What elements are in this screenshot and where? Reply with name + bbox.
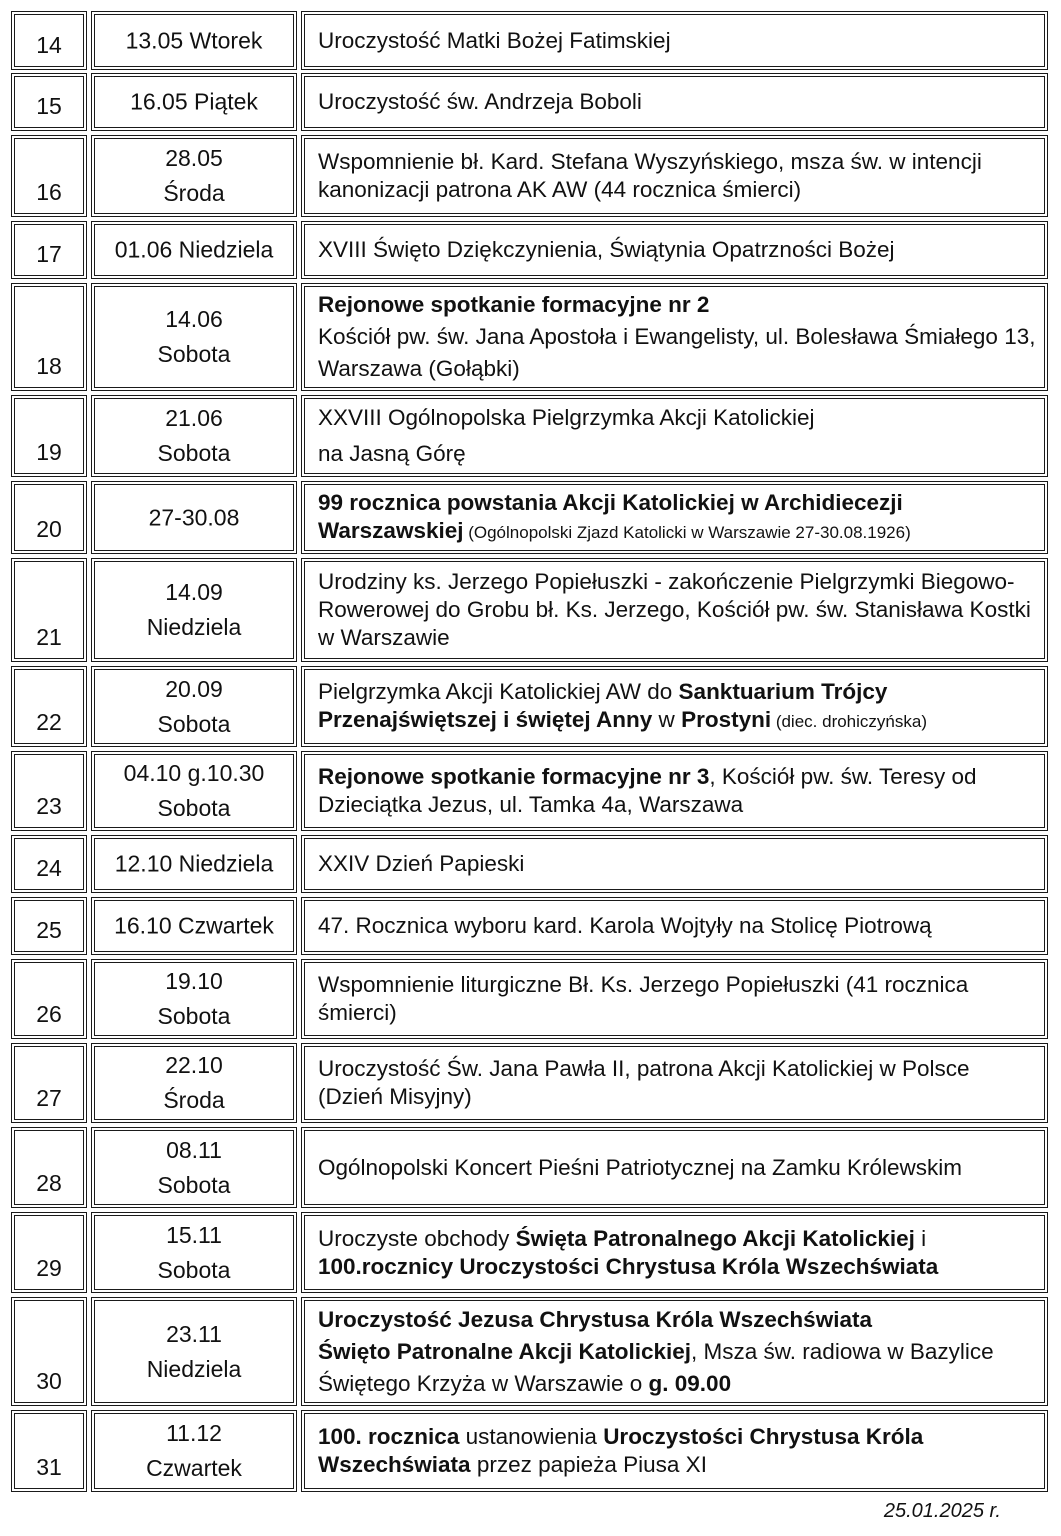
event-description [318, 489, 1039, 547]
row-number: 27 [36, 1085, 62, 1111]
table-row [0, 897, 1061, 955]
description-paragraph [318, 88, 1039, 116]
row-number: 16 [36, 179, 62, 205]
date-line: 11.12 [166, 1420, 222, 1446]
table-row [0, 1212, 1061, 1293]
event-date [92, 23, 296, 58]
description-text: na Jasną Górę [318, 441, 466, 466]
weekday-line: Czwartek [146, 1455, 242, 1481]
date-line: 21.06 [165, 405, 223, 431]
table-row [0, 666, 1061, 747]
date-line: 16.10 Czwartek [114, 912, 274, 939]
table-row [0, 1410, 1061, 1492]
event-date [92, 964, 296, 1034]
description-paragraph [318, 289, 1039, 321]
number-cell [11, 959, 87, 1039]
number-cell [11, 481, 87, 554]
row-number: 29 [36, 1255, 62, 1281]
number-cell [11, 835, 87, 893]
event-date [92, 672, 296, 742]
date-line: 22.10 [165, 1052, 223, 1078]
bold-text: Rejonowe spotkanie formacyjne nr 3 [318, 764, 710, 789]
description-paragraph [318, 27, 1039, 55]
date-cell [91, 11, 297, 70]
description-text: XXVIII Ogólnopolska Pielgrzymka Akcji Katolickiej [318, 405, 815, 430]
row-number: 17 [36, 241, 62, 267]
event-date [92, 500, 296, 535]
description-cell [301, 1410, 1048, 1492]
description-cell [301, 481, 1048, 554]
row-number: 21 [36, 624, 62, 650]
date-cell [91, 283, 297, 391]
table-row [0, 135, 1061, 217]
date-cell [91, 666, 297, 747]
date-cell [91, 835, 297, 893]
description-cell [301, 221, 1048, 279]
date-line: 19.10 [165, 968, 223, 994]
weekday-line: Sobota [157, 1003, 231, 1029]
description-text: XXIV Dzień Papieski [318, 851, 525, 876]
table-row [0, 959, 1061, 1039]
row-number: 18 [36, 353, 62, 379]
number-cell [11, 135, 87, 217]
row-number: 23 [36, 793, 62, 819]
description-text: (diec. drohiczyńska) [771, 711, 927, 731]
table-row [0, 73, 1061, 131]
table-row [0, 1043, 1061, 1123]
weekday-line: Sobota [157, 440, 231, 466]
description-cell [301, 1043, 1048, 1123]
event-date [92, 575, 296, 645]
weekday-line: Sobota [157, 710, 231, 737]
description-paragraph [318, 1225, 1039, 1281]
bold-text: 99 rocznica powstania Akcji Katolickiej w Archidiecezji Warszawskiej [318, 489, 910, 543]
row-number: 22 [36, 709, 62, 735]
description-text: i [914, 1225, 933, 1251]
date-line: 13.05 Wtorek [125, 27, 263, 53]
event-date [92, 1317, 296, 1387]
description-text: Uroczyste obchody [318, 1225, 516, 1251]
row-number: 14 [36, 32, 62, 58]
number-cell [11, 1127, 87, 1208]
date-line: 14.09 [165, 579, 223, 605]
weekday-line: Sobota [157, 795, 231, 821]
row-number: 26 [36, 1001, 62, 1027]
date-cell [91, 1127, 297, 1208]
event-date [92, 1133, 296, 1203]
description-paragraph [318, 400, 1039, 436]
number-cell [11, 558, 87, 662]
event-date [92, 302, 296, 372]
description-text: Pielgrzymka Akcji Katolickiej AW do [318, 678, 679, 704]
number-cell [11, 666, 87, 747]
description-cell [301, 835, 1048, 893]
event-description [318, 236, 1039, 264]
event-description [318, 289, 1042, 385]
event-date [92, 847, 296, 882]
date-line: 08.11 [166, 1136, 222, 1163]
description-paragraph [318, 850, 1039, 878]
date-line: 20.09 [165, 675, 223, 702]
event-date [92, 756, 296, 826]
description-cell [301, 959, 1048, 1039]
description-text: (44 rocznica śmierci) [593, 177, 802, 202]
description-paragraph [318, 148, 1039, 204]
description-text: ustanowienia [459, 1424, 604, 1449]
date-cell [91, 135, 297, 217]
description-text: Kościół pw. św. Jana Apostoła i Ewangelisty, ul. Bolesława Śmiałego 13, Warszawa (Gołąbki) [318, 324, 1042, 381]
description-paragraph [318, 912, 1039, 940]
weekday-line: Niedziela [146, 614, 242, 640]
description-text: 47. Rocznica wyboru kard. Karola Wojtyły na Stolicę Piotrową [318, 913, 932, 938]
date-cell [91, 751, 297, 831]
table-row [0, 558, 1061, 662]
table-row [0, 283, 1061, 391]
weekday-line: Sobota [157, 341, 231, 367]
date-cell [91, 1297, 297, 1406]
description-cell [301, 283, 1048, 391]
description-cell [301, 751, 1048, 831]
date-line: 15.11 [166, 1221, 222, 1248]
event-description [318, 763, 1039, 819]
date-line: 14.06 [165, 306, 223, 332]
bold-text: g. 09.00 [648, 1370, 732, 1396]
date-cell [91, 395, 297, 477]
bold-text: Rejonowe spotkanie formacyjne nr 2 [318, 292, 710, 317]
row-number: 28 [36, 1170, 62, 1196]
event-description [318, 148, 1039, 204]
event-description [318, 27, 1039, 55]
event-description [318, 1225, 1039, 1281]
weekday-line: Sobota [157, 1171, 231, 1198]
date-cell [91, 897, 297, 955]
bold-text: Uroczystości Chrystusa Króla Wszechświata [318, 1424, 930, 1477]
date-line: 16.05 Piątek [130, 88, 258, 115]
date-cell [91, 558, 297, 662]
description-text: Ogólnopolski Koncert Pieśni Patriotycznej na Zamku Królewskim [318, 1154, 963, 1180]
event-date [92, 1218, 296, 1288]
row-number: 31 [36, 1454, 62, 1480]
description-paragraph [318, 1055, 1039, 1111]
row-number: 24 [36, 855, 62, 881]
table-row [0, 1127, 1061, 1208]
description-text: w [652, 706, 682, 732]
description-cell [301, 395, 1048, 477]
description-text: Uroczystość Matki Bożej Fatimskiej [318, 27, 671, 53]
description-paragraph [318, 1154, 1039, 1182]
event-date [92, 141, 296, 211]
event-description [318, 1304, 1039, 1400]
date-line: 12.10 Niedziela [114, 850, 274, 877]
weekday-line: Sobota [157, 1256, 231, 1283]
weekday-line: Niedziela [146, 1355, 242, 1382]
date-cell [91, 959, 297, 1039]
date-line: 04.10 g.10.30 [123, 760, 265, 786]
date-cell [91, 1043, 297, 1123]
description-cell [301, 1212, 1048, 1293]
description-text: Wspomnienie liturgiczne Bł. Ks. Jerzego Popiełuszki (41 rocznica śmierci) [318, 972, 975, 1025]
description-text: Uroczystość św. Andrzeja Boboli [318, 89, 642, 114]
description-text: (Ogólnopolski Zjazd Katolicki w Warszawie 27-30.08.1926) [463, 522, 911, 542]
document-date: 25.01.2025 r. [883, 1500, 1001, 1522]
number-cell [11, 751, 87, 831]
description-text: , Msza św. radiowa w Bazylice Świętego Krzyża w Warszawie o [318, 1338, 1000, 1396]
table-row [0, 221, 1061, 279]
bold-text: Święto Patronalne Akcji Katolickiej [318, 1338, 692, 1364]
event-description [318, 1154, 1039, 1182]
description-cell [301, 73, 1048, 131]
event-description [318, 1423, 1039, 1479]
description-text: przez papieża Piusa XI [470, 1452, 707, 1477]
event-description [318, 1055, 1039, 1111]
bold-text: 100. rocznica [318, 1424, 460, 1449]
table-row [0, 1297, 1061, 1406]
bold-text: Uroczystość Jezusa Chrystusa Króla Wszechświata [318, 1306, 872, 1332]
event-date [92, 85, 296, 120]
row-number: 19 [36, 439, 62, 465]
row-number: 30 [36, 1368, 62, 1394]
event-description [318, 678, 1039, 736]
number-cell [11, 1410, 87, 1492]
date-line: 28.05 [165, 145, 223, 171]
description-text: Uroczystość Św. Jana Pawła II, patrona Akcji Katolickiej w Polsce (Dzień Misyjny) [318, 1056, 976, 1109]
table-row [0, 481, 1061, 554]
event-description [318, 912, 1039, 940]
description-paragraph [318, 321, 1042, 385]
bold-text: 100.rocznicy Uroczystości Chrystusa Króla Wszechświata [318, 1253, 939, 1279]
description-text: Wspomnienie bł. Kard. Stefana Wyszyńskiego, msza św. w intencji kanonizacji patrona AK AW [318, 149, 989, 202]
date-cell [91, 1410, 297, 1492]
number-cell [11, 11, 87, 70]
weekday-line: Środa [163, 1087, 225, 1113]
event-description [318, 88, 1039, 116]
date-cell [91, 481, 297, 554]
event-description [318, 971, 1039, 1027]
description-cell [301, 558, 1048, 662]
number-cell [11, 1212, 87, 1293]
date-line: 01.06 Niedziela [114, 236, 274, 263]
date-line: 23.11 [166, 1320, 222, 1347]
description-paragraph [318, 1336, 1039, 1400]
description-cell [301, 897, 1048, 955]
description-cell [301, 1297, 1048, 1406]
description-paragraph [318, 568, 1039, 652]
table-row [0, 395, 1061, 477]
description-paragraph [318, 678, 1039, 736]
event-date [92, 401, 296, 471]
event-date [92, 1048, 296, 1118]
bold-text: Prostyni [681, 706, 772, 732]
date-cell [91, 73, 297, 131]
number-cell [11, 283, 87, 391]
description-text: Urodziny ks. Jerzego Popiełuszki - zakończenie Pielgrzymki Biegowo-Rowerowej do Grobu bł. Ks. Jerzego, Kościół pw. św. Stanisława Kostki w Warszawie [318, 569, 1038, 650]
description-paragraph [318, 971, 1039, 1027]
row-number: 20 [36, 516, 62, 542]
row-number: 15 [36, 93, 62, 119]
number-cell [11, 395, 87, 477]
description-cell [301, 135, 1048, 217]
bold-text: Święta Patronalnego Akcji Katolickiej [515, 1225, 915, 1251]
event-description [318, 850, 1039, 878]
weekday-line: Środa [163, 180, 225, 206]
description-paragraph [318, 1304, 1039, 1336]
description-paragraph [318, 1423, 1039, 1479]
description-text: , Kościół pw. św. Teresy od Dzieciątka Jezus, ul. Tamka 4a, Warszawa [318, 764, 983, 817]
event-date [92, 909, 296, 944]
number-cell [11, 73, 87, 131]
event-date [92, 233, 296, 268]
description-paragraph [318, 763, 1039, 819]
description-paragraph [318, 236, 1039, 264]
description-cell [301, 666, 1048, 747]
table-row [0, 11, 1061, 70]
description-paragraph [318, 436, 1039, 472]
row-number: 25 [36, 917, 62, 943]
table-row [0, 751, 1061, 831]
description-text: XVIII Święto Dziękczynienia, Świątynia Opatrzności Bożej [318, 237, 895, 262]
description-cell [301, 1127, 1048, 1208]
number-cell [11, 1297, 87, 1406]
event-description [318, 568, 1039, 652]
number-cell [11, 221, 87, 279]
event-date [92, 1416, 296, 1486]
number-cell [11, 897, 87, 955]
date-cell [91, 221, 297, 279]
bold-text: Sanktuarium Trójcy Przenajświętszej i świętej Anny [318, 678, 894, 732]
date-cell [91, 1212, 297, 1293]
date-line: 27-30.08 [148, 504, 240, 530]
description-paragraph [318, 489, 1039, 547]
event-description [318, 400, 1039, 472]
number-cell [11, 1043, 87, 1123]
table-row [0, 835, 1061, 893]
description-cell [301, 11, 1048, 70]
